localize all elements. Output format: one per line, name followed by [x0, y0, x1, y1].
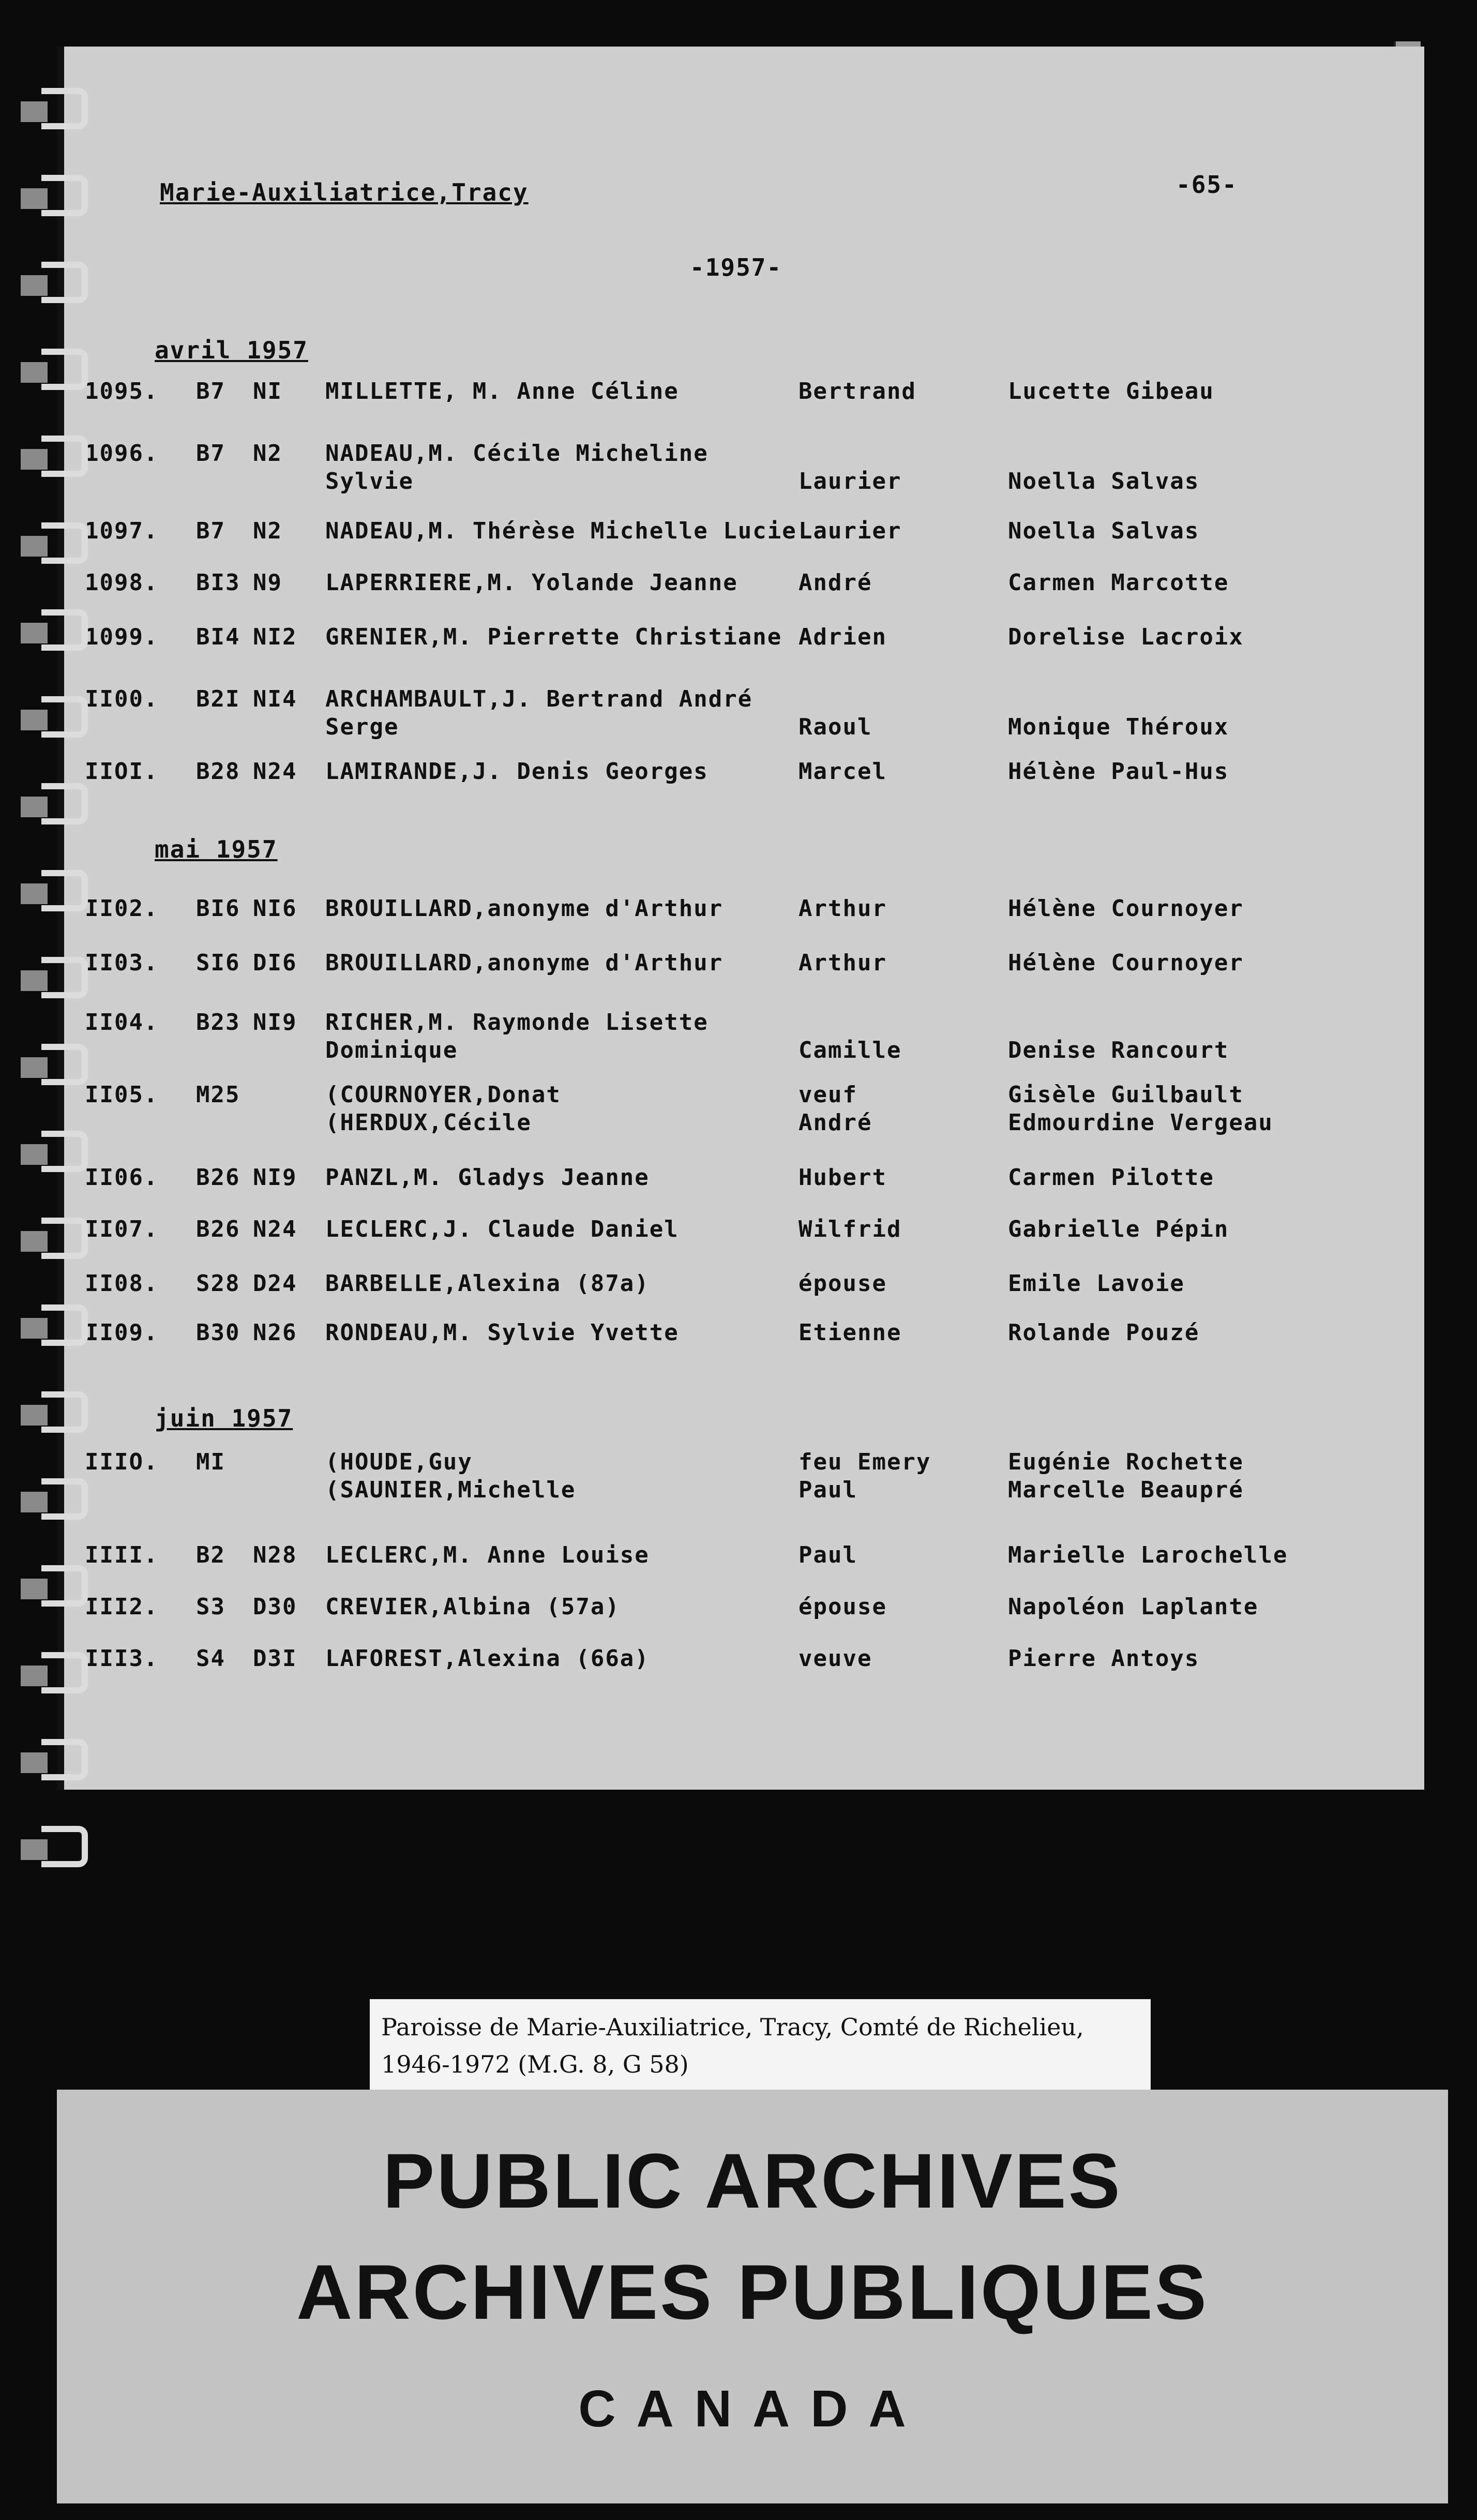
entry-mother: Lucette Gibeau	[1008, 378, 1214, 404]
entry-code: B7	[196, 518, 225, 544]
entry-name: LAFOREST,Alexina (66a)	[325, 1645, 650, 1672]
entry-code: BI4	[196, 624, 240, 650]
entry-code: S4	[196, 1645, 225, 1672]
entry-mother: Napoléon Laplante	[1008, 1594, 1259, 1620]
entry-number: IIII.	[85, 1542, 159, 1568]
entry-number: 1095.	[85, 378, 159, 404]
binder-ring	[41, 783, 88, 824]
entry-name: ARCHAMBAULT,J. Bertrand André Serge	[325, 686, 753, 740]
entry-code: B7	[196, 440, 225, 467]
stamp-line-archives-publiques: ARCHIVES PUBLIQUES	[296, 2248, 1209, 2335]
binder-ring	[41, 1218, 88, 1259]
entry-code: S28	[196, 1270, 240, 1297]
entry-mother: Hélène Cournoyer	[1008, 950, 1244, 976]
binder-ring	[41, 1826, 88, 1867]
entry-mother: Dorelise Lacroix	[1008, 624, 1244, 650]
entry-birth-code: D3I	[253, 1645, 297, 1672]
entry-father: Arthur	[798, 895, 887, 922]
binder-ring	[41, 88, 88, 129]
entry-father: Laurier	[798, 518, 902, 544]
archive-label-line-2: 1946-1972 (M.G. 8, G 58)	[381, 2050, 689, 2078]
binder-ring	[41, 870, 88, 911]
binder-ring	[41, 1652, 88, 1693]
entry-name: (COURNOYER,Donat (HERDUX,Cécile	[325, 1082, 561, 1136]
entry-code: B23	[196, 1009, 240, 1036]
entry-code: SI6	[196, 950, 240, 976]
entry-code: B30	[196, 1319, 240, 1346]
binder-ring	[41, 1044, 88, 1085]
entry-father: Hubert	[798, 1164, 887, 1191]
binder-ring	[41, 175, 88, 216]
entry-number: III2.	[85, 1594, 159, 1620]
entry-name: NADEAU,M. Cécile Micheline Sylvie	[325, 440, 709, 494]
entry-father: épouse	[798, 1594, 887, 1620]
binder-ring	[41, 609, 88, 651]
entry-number: 1098.	[85, 569, 159, 596]
section-heading: mai 1957	[155, 835, 278, 863]
entry-birth-code: NI6	[253, 895, 297, 922]
entry-name: NADEAU,M. Thérèse Michelle Lucie	[325, 518, 797, 544]
entry-mother: Gabrielle Pépin	[1008, 1216, 1229, 1242]
entry-mother: Hélène Paul-Hus	[1008, 758, 1229, 785]
entry-birth-code: N26	[253, 1319, 297, 1346]
entry-birth-code: NI	[253, 378, 282, 404]
entry-name: BROUILLARD,anonyme d'Arthur	[325, 950, 724, 976]
entry-name: GRENIER,M. Pierrette Christiane	[325, 624, 782, 650]
entry-mother: Pierre Antoys	[1008, 1645, 1200, 1672]
entry-code: B26	[196, 1164, 240, 1191]
entry-father: Marcel	[798, 758, 887, 785]
section-heading: juin 1957	[155, 1404, 293, 1432]
entry-birth-code: NI2	[253, 624, 297, 650]
entry-name: LAPERRIERE,M. Yolande Jeanne	[325, 569, 738, 596]
entry-number: IIOI.	[85, 758, 159, 785]
entry-mother: Noella Salvas	[1008, 468, 1200, 494]
stamp-line-canada: CANADA	[578, 2380, 927, 2438]
entry-number: III3.	[85, 1645, 159, 1672]
entry-name: RONDEAU,M. Sylvie Yvette	[325, 1319, 679, 1346]
entry-father: Laurier	[798, 468, 902, 494]
entry-code: M25	[196, 1082, 240, 1108]
register-page	[57, 47, 1424, 1790]
entry-mother: Gisèle Guilbault Edmourdine Vergeau	[1008, 1082, 1273, 1136]
entry-birth-code: NI9	[253, 1009, 297, 1036]
entry-birth-code: N2	[253, 440, 282, 467]
entry-number: II06.	[85, 1164, 159, 1191]
entry-name: CREVIER,Albina (57a)	[325, 1594, 620, 1620]
entry-mother: Carmen Marcotte	[1008, 569, 1229, 596]
entry-father: veuve	[798, 1645, 872, 1672]
entry-code: MI	[196, 1449, 225, 1475]
entry-code: B26	[196, 1216, 240, 1242]
entry-mother: Carmen Pilotte	[1008, 1164, 1214, 1191]
stamp-line-public-archives: PUBLIC ARCHIVES	[383, 2137, 1122, 2224]
section-heading: avril 1957	[155, 336, 308, 364]
entry-birth-code: D30	[253, 1594, 297, 1620]
archives-stamp	[57, 2090, 1448, 2503]
entry-code: BI6	[196, 895, 240, 922]
entry-number: II02.	[85, 895, 159, 922]
entry-father: Wilfrid	[798, 1216, 902, 1242]
entry-father: André	[798, 569, 872, 596]
entry-father: Raoul	[798, 714, 872, 740]
entry-code: BI3	[196, 569, 240, 596]
entry-number: II09.	[85, 1319, 159, 1346]
year-heading: -1957-	[690, 253, 782, 281]
binder-ring	[41, 1131, 88, 1172]
entry-mother: Marielle Larochelle	[1008, 1542, 1288, 1568]
entry-birth-code: NI9	[253, 1164, 297, 1191]
entry-father: épouse	[798, 1270, 887, 1297]
entry-father: Camille	[798, 1037, 902, 1063]
entry-name: (HOUDE,Guy (SAUNIER,Michelle	[325, 1449, 576, 1503]
entry-number: II04.	[85, 1009, 159, 1036]
entry-number: 1097.	[85, 518, 159, 544]
entry-birth-code: N24	[253, 758, 297, 785]
entry-name: RICHER,M. Raymonde Lisette Dominique	[325, 1009, 709, 1063]
entry-father: Adrien	[798, 624, 887, 650]
entry-number: II07.	[85, 1216, 159, 1242]
entry-mother: Hélène Cournoyer	[1008, 895, 1244, 922]
entry-number: II00.	[85, 686, 159, 712]
entry-code: B28	[196, 758, 240, 785]
entry-code: B2I	[196, 686, 240, 712]
entry-birth-code: D24	[253, 1270, 297, 1297]
entry-code: S3	[196, 1594, 225, 1620]
archive-reference-label	[370, 1999, 1151, 2095]
entry-mother: Emile Lavoie	[1008, 1270, 1185, 1297]
entry-father: Etienne	[798, 1319, 902, 1346]
entry-birth-code: N2	[253, 518, 282, 544]
entry-father: Paul	[798, 1542, 857, 1568]
entry-father: feu Emery Paul	[798, 1449, 931, 1503]
binder-ring	[41, 1304, 88, 1346]
binder-ring	[41, 1478, 88, 1520]
entry-number: II05.	[85, 1082, 159, 1108]
entry-code: B2	[196, 1542, 225, 1568]
binder-ring	[41, 522, 88, 564]
binder-ring	[41, 957, 88, 998]
entry-name: BARBELLE,Alexina (87a)	[325, 1270, 650, 1297]
entry-birth-code: DI6	[253, 950, 297, 976]
binder-ring	[41, 436, 88, 477]
entry-number: II08.	[85, 1270, 159, 1297]
binder-ring	[41, 262, 88, 303]
entry-mother: Noella Salvas	[1008, 518, 1200, 544]
entry-birth-code: N28	[253, 1542, 297, 1568]
entry-mother: Denise Rancourt	[1008, 1037, 1229, 1063]
entry-name: PANZL,M. Gladys Jeanne	[325, 1164, 650, 1191]
entry-father: Bertrand	[798, 378, 916, 404]
entry-birth-code: N24	[253, 1216, 297, 1242]
entry-number: IIIO.	[85, 1449, 159, 1475]
entry-birth-code: N9	[253, 569, 282, 596]
entry-number: II03.	[85, 950, 159, 976]
binder-ring	[41, 349, 88, 390]
binder-ring	[41, 1739, 88, 1780]
entry-mother: Rolande Pouzé	[1008, 1319, 1200, 1346]
entry-mother: Eugénie Rochette Marcelle Beaupré	[1008, 1449, 1244, 1503]
binder-ring	[41, 696, 88, 738]
entry-mother: Monique Théroux	[1008, 714, 1229, 740]
archive-label-line-1: Paroisse de Marie-Auxiliatrice, Tracy, Comté de Richelieu,	[381, 2013, 1084, 2041]
entry-name: LECLERC,J. Claude Daniel	[325, 1216, 679, 1242]
parish-header: Marie-Auxiliatrice,Tracy	[160, 178, 529, 206]
entry-father: Arthur	[798, 950, 887, 976]
entry-code: B7	[196, 378, 225, 404]
entry-number: 1096.	[85, 440, 159, 467]
entry-name: BROUILLARD,anonyme d'Arthur	[325, 895, 724, 922]
page-number: -65-	[1176, 171, 1238, 199]
binder-ring	[41, 1565, 88, 1607]
entry-name: LECLERC,M. Anne Louise	[325, 1542, 650, 1568]
binder-ring	[41, 1391, 88, 1433]
entry-name: LAMIRANDE,J. Denis Georges	[325, 758, 709, 785]
entry-name: MILLETTE, M. Anne Céline	[325, 378, 679, 404]
entry-number: 1099.	[85, 624, 159, 650]
entry-father: veuf André	[798, 1082, 872, 1136]
entry-birth-code: NI4	[253, 686, 297, 712]
